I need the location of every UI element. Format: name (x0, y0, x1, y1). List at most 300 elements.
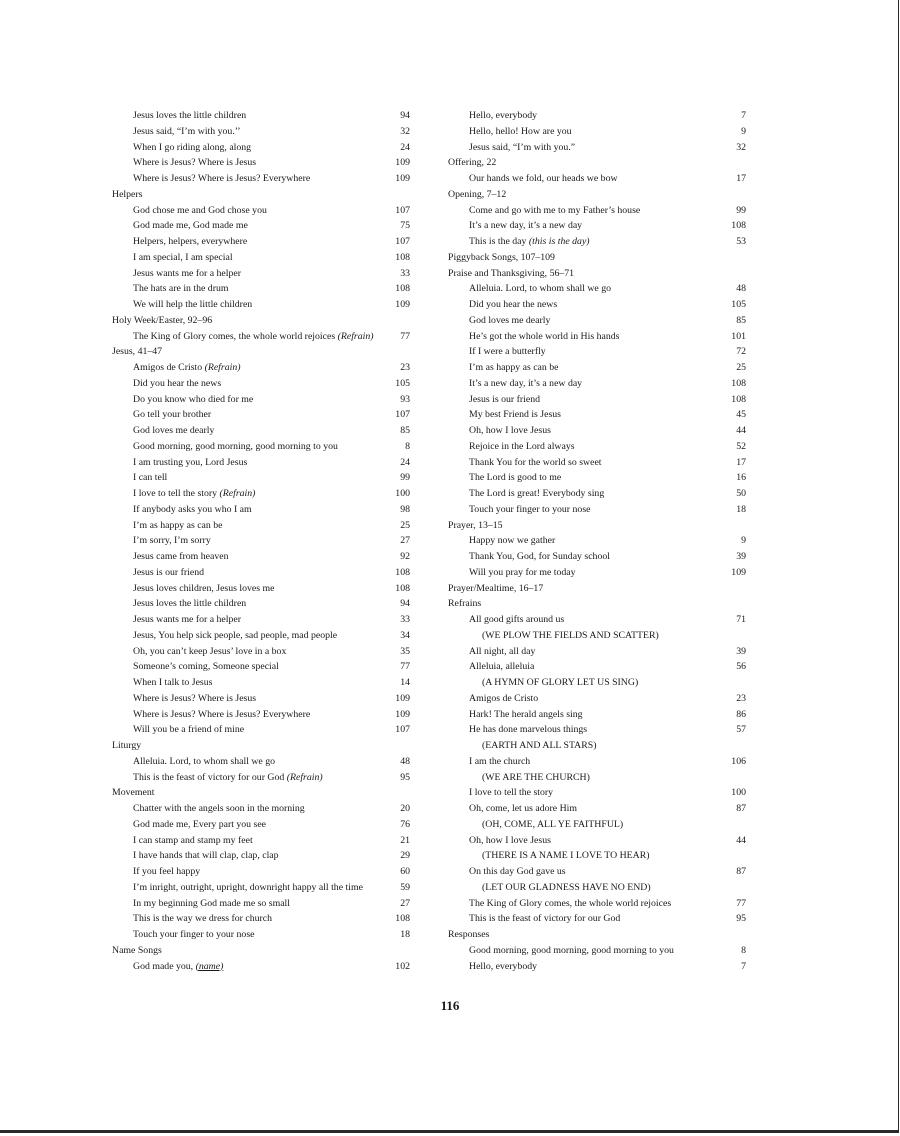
entry-title: Jesus loves children, Jesus loves me (133, 582, 275, 594)
entry-page-number: 7 (741, 960, 746, 972)
index-entry (448, 896, 746, 912)
index-entry (112, 691, 410, 707)
index-entry (448, 722, 746, 738)
entry-title: Our hands we fold, our heads we bow (469, 173, 618, 184)
index-tune-note (448, 675, 746, 691)
entry-title: I am trusting you, Lord Jesus (133, 456, 248, 468)
index-heading (112, 943, 410, 959)
entry-page-number: 18 (736, 503, 746, 515)
entry-title: Hello, everybody (469, 960, 538, 972)
entry-title: Praise and Thanksgiving, 56–71 (448, 267, 575, 279)
index-entry (448, 565, 746, 581)
index-entry (448, 360, 746, 376)
entry-title: I love to tell the story (133, 488, 218, 499)
entry-page-number: 39 (736, 645, 746, 657)
entry-page-number: 27 (400, 897, 410, 909)
index-entry (112, 896, 410, 912)
entry-page-number: 109 (395, 708, 410, 720)
index-entry (112, 329, 410, 345)
entry-title: Helpers (112, 188, 143, 200)
entry-title: My best Friend is Jesus (469, 409, 561, 421)
entry-page-number: 33 (400, 614, 410, 625)
entry-title: Jesus said, “I’m with you.” (469, 141, 576, 153)
index-entry (112, 911, 410, 927)
entry-title: Rejoice in the Lord always (469, 440, 575, 452)
entry-page-number: 108 (395, 251, 410, 263)
entry-title: Refrains (448, 598, 482, 610)
entry-title: Where is Jesus? Where is Jesus (133, 692, 257, 704)
entry-title: Go tell your brother (133, 409, 212, 421)
index-entry (448, 707, 746, 723)
entry-page-number: 35 (400, 645, 410, 657)
entry-page-number: 109 (395, 173, 410, 184)
index-heading (448, 250, 746, 266)
index-heading (448, 581, 746, 597)
index-entry (448, 943, 746, 959)
index-tune-note (448, 880, 746, 896)
entry-title: (THERE IS A NAME I LOVE TO HEAR) (482, 850, 650, 862)
entry-title: I love to tell the story (469, 787, 554, 799)
entry-page-number: 17 (736, 173, 746, 184)
index-entry (448, 203, 746, 219)
entry-title: Alleluia. Lord, to whom shall we go (133, 755, 276, 767)
entry-page-number: 45 (736, 409, 746, 421)
index-entry (112, 360, 410, 376)
index-entry (112, 234, 410, 250)
index-entry (112, 707, 410, 723)
entry-page-number: 92 (400, 551, 410, 562)
index-entry (112, 470, 410, 486)
index-entry (112, 439, 410, 455)
index-entry (448, 659, 746, 675)
index-entry (448, 644, 746, 660)
entry-italic-note: (Refrain) (337, 330, 374, 342)
entry-title: God made you, (133, 960, 194, 972)
index-entry (112, 833, 410, 849)
entry-title: On this day God gave us (469, 866, 566, 877)
index-entry (112, 770, 410, 786)
entry-title: We will help the little children (133, 299, 253, 310)
entry-title: Jesus is our friend (469, 393, 541, 405)
index-entry (448, 124, 746, 140)
index-tune-note (448, 770, 746, 786)
entry-page-number: 59 (400, 881, 410, 893)
entry-page-number: 71 (736, 614, 746, 625)
entry-title: If you feel happy (133, 866, 201, 877)
index-heading (112, 785, 410, 801)
entry-page-number: 108 (395, 283, 410, 295)
entry-page-number: 24 (400, 456, 410, 468)
index-entry (112, 581, 410, 597)
entry-title: (WE PLOW THE FIELDS AND SCATTER) (482, 629, 659, 641)
entry-page-number: 50 (736, 488, 746, 499)
entry-title: The King of Glory comes, the whole world rejoices (133, 330, 336, 342)
entry-title: Come and go with me to my Father’s house (469, 204, 641, 216)
index-entry (448, 612, 746, 628)
index-heading (112, 344, 410, 360)
entry-title: God loves me dearly (469, 314, 551, 326)
entry-title: Hello, hello! How are you (469, 125, 572, 137)
entry-title: Amigos de Cristo (469, 692, 539, 704)
index-tune-note (448, 628, 746, 644)
index-heading (448, 187, 746, 203)
entry-page-number: 9 (741, 535, 746, 547)
index-entry (448, 959, 746, 975)
entry-page-number: 100 (395, 488, 410, 499)
entry-page-number: 57 (736, 724, 746, 736)
index-entry (112, 817, 410, 833)
entry-title: Good morning, good morning, good morning to you (133, 440, 338, 452)
entry-title: Thank You, God, for Sunday school (469, 551, 610, 562)
entry-page-number: 21 (400, 834, 410, 846)
entry-title: I’m as happy as can be (133, 519, 223, 531)
index-entry (448, 344, 746, 360)
entry-title: Helpers, helpers, everywhere (133, 236, 248, 247)
index-entry (112, 281, 410, 297)
entry-page-number: 32 (400, 125, 410, 137)
entry-page-number: 77 (736, 897, 746, 909)
entry-title: Piggyback Songs, 107–109 (448, 251, 555, 263)
index-tune-note (448, 817, 746, 833)
entry-title: The hats are in the drum (133, 283, 229, 295)
index-entry (448, 297, 746, 313)
index-entry (112, 218, 410, 234)
entry-title: (WE ARE THE CHURCH) (482, 771, 590, 783)
entry-page-number: 108 (731, 220, 746, 232)
entry-title: God made me, God made me (133, 220, 248, 232)
entry-title: Chatter with the angels soon in the morning (133, 803, 305, 814)
index-entry (112, 124, 410, 140)
entry-title: I’m inright, outright, upright, downright happy all the time (133, 881, 363, 893)
index-heading (448, 266, 746, 282)
index-column-left (112, 108, 410, 974)
entry-title: Do you know who died for me (133, 393, 254, 405)
index-entry (448, 423, 746, 439)
entry-title: (LET OUR GLADNESS HAVE NO END) (482, 881, 651, 893)
entry-title: Movement (112, 787, 155, 799)
entry-title: When I talk to Jesus (133, 677, 213, 688)
entry-title: It’s a new day, it’s a new day (469, 220, 583, 232)
entry-title: This is the feast of victory for our God (469, 913, 621, 925)
entry-title: God chose me and God chose you (133, 204, 267, 216)
entry-page-number: 94 (400, 598, 410, 610)
entry-title: Oh, you can’t keep Jesus’ love in a box (133, 645, 287, 657)
index-entry (112, 565, 410, 581)
entry-title: God loves me dearly (133, 425, 215, 436)
entry-page-number: 24 (400, 141, 410, 153)
entry-title: Name Songs (112, 944, 162, 956)
entry-title: Hello, everybody (469, 110, 538, 121)
entry-page-number: 105 (731, 299, 746, 310)
index-entry (112, 140, 410, 156)
index-heading (448, 927, 746, 943)
index-entry (112, 675, 410, 691)
entry-page-number: 27 (400, 535, 410, 547)
entry-page-number: 29 (400, 850, 410, 862)
index-entry (448, 549, 746, 565)
entry-title: Jesus wants me for a helper (133, 267, 242, 279)
entry-page-number: 9 (741, 125, 746, 137)
entry-page-number: 109 (731, 566, 746, 578)
entry-title: The Lord is good to me (469, 472, 562, 484)
entry-title: I’m sorry, I’m sorry (133, 535, 211, 547)
index-entry (112, 628, 410, 644)
entry-title: Holy Week/Easter, 92–96 (112, 314, 213, 326)
entry-italic-note: (this is the day) (528, 236, 590, 247)
index-entry (448, 218, 746, 234)
entry-page-number: 39 (736, 551, 746, 562)
index-heading (112, 738, 410, 754)
entry-title: Will you pray for me today (469, 566, 576, 578)
index-entry (112, 533, 410, 549)
entry-title: The King of Glory comes, the whole world rejoices (469, 897, 672, 909)
entry-title: Oh, how I love Jesus (469, 425, 551, 436)
index-entry (112, 203, 410, 219)
entry-title: When I go riding along, along (133, 141, 252, 153)
entry-title: Thank You for the world so sweet (469, 456, 602, 468)
entry-page-number: 44 (736, 425, 746, 436)
entry-title: He’s got the whole world in His hands (469, 330, 620, 342)
entry-page-number: 99 (400, 472, 410, 484)
entry-title: Where is Jesus? Where is Jesus (133, 157, 257, 169)
entry-page-number: 52 (736, 440, 746, 452)
entry-title: Where is Jesus? Where is Jesus? Everywhere (133, 708, 311, 720)
index-entry (448, 502, 746, 518)
entry-page-number: 48 (736, 283, 746, 295)
entry-title: I can tell (133, 472, 168, 484)
entry-title: If anybody asks you who I am (133, 503, 252, 515)
index-heading (448, 596, 746, 612)
entry-title: Jesus, You help sick people, sad people, mad people (133, 629, 338, 641)
entry-page-number: 72 (736, 346, 746, 358)
index-entry (112, 155, 410, 171)
index-entry (448, 533, 746, 549)
entry-page-number: 93 (400, 393, 410, 405)
entry-title: The Lord is great! Everybody sing (469, 488, 605, 499)
index-entry (448, 833, 746, 849)
entry-title: This is the day (469, 236, 527, 247)
entry-page-number: 20 (400, 803, 410, 814)
entry-title: Good morning, good morning, good morning to you (469, 944, 674, 956)
entry-page-number: 48 (400, 755, 410, 767)
entry-page-number: 53 (736, 236, 746, 247)
index-entry (112, 486, 410, 502)
index-heading (112, 313, 410, 329)
entry-page-number: 16 (736, 472, 746, 484)
entry-page-number: 75 (400, 220, 410, 232)
entry-title: All night, all day (469, 645, 536, 657)
index-heading (448, 518, 746, 534)
index-entry (448, 801, 746, 817)
entry-title: Someone’s coming, Someone special (133, 661, 279, 673)
index-entry (112, 423, 410, 439)
entry-page-number: 108 (731, 393, 746, 405)
entry-page-number: 25 (736, 362, 746, 373)
entry-title: Where is Jesus? Where is Jesus? Everywhere (133, 173, 311, 184)
entry-title: I have hands that will clap, clap, clap (133, 850, 279, 862)
entry-page-number: 25 (400, 519, 410, 531)
entry-title: Did you hear the news (469, 299, 558, 310)
entry-title: I can stamp and stamp my feet (133, 834, 253, 846)
index-column-right (448, 108, 746, 974)
entry-page-number: 8 (405, 440, 410, 452)
entry-page-number: 102 (395, 960, 410, 972)
entry-title: Did you hear the news (133, 377, 222, 389)
entry-title: In my beginning God made me so small (133, 897, 290, 909)
index-entry (448, 108, 746, 124)
index-entry (448, 785, 746, 801)
index-entry (448, 486, 746, 502)
index-entry (112, 722, 410, 738)
entry-title: Touch your finger to your nose (469, 503, 591, 515)
entry-title: Responses (448, 929, 490, 940)
entry-page-number: 85 (400, 425, 410, 436)
entry-page-number: 95 (400, 771, 410, 783)
entry-title: Opening, 7–12 (448, 188, 507, 200)
entry-title: I am special, I am special (133, 251, 233, 263)
index-entry (112, 927, 410, 943)
index-entry (448, 864, 746, 880)
entry-page-number: 32 (736, 141, 746, 153)
entry-page-number: 14 (400, 677, 410, 688)
entry-title: Hark! The herald angels sing (469, 708, 583, 720)
entry-page-number: 95 (736, 913, 746, 925)
entry-title: Liturgy (112, 740, 142, 751)
entry-page-number: 44 (736, 834, 746, 846)
entry-page-number: 107 (395, 236, 410, 247)
entry-title: This is the way we dress for church (133, 913, 273, 925)
entry-page-number: 99 (736, 204, 746, 216)
entry-title: Jesus, 41–47 (112, 346, 163, 358)
entry-page-number: 7 (741, 110, 746, 121)
index-tune-note (448, 848, 746, 864)
index-entry (112, 754, 410, 770)
index-entry (112, 848, 410, 864)
index-entry (112, 266, 410, 282)
entry-page-number: 109 (395, 692, 410, 704)
entry-page-number: 101 (731, 330, 746, 342)
entry-page-number: 109 (395, 299, 410, 310)
entry-page-number: 60 (400, 866, 410, 877)
entry-title: Amigos de Cristo (133, 362, 203, 373)
entry-title: I’m as happy as can be (469, 362, 559, 373)
entry-page-number: 108 (395, 566, 410, 578)
index-entry (112, 250, 410, 266)
index-entry (448, 392, 746, 408)
index-entry (448, 171, 746, 187)
entry-title: Oh, how I love Jesus (469, 834, 551, 846)
index-entry (112, 108, 410, 124)
index-tune-note (448, 738, 746, 754)
index-entry (112, 297, 410, 313)
index-entry (112, 455, 410, 471)
entry-title: Alleluia. Lord, to whom shall we go (469, 283, 612, 295)
entry-page-number: 105 (395, 377, 410, 389)
entry-page-number: 33 (400, 267, 410, 279)
entry-title: Jesus loves the little children (133, 110, 247, 121)
entry-title: It’s a new day, it’s a new day (469, 377, 583, 389)
entry-page-number: 77 (400, 330, 410, 342)
index-entry (112, 959, 410, 975)
entry-page-number: 8 (741, 944, 746, 956)
entry-title: This is the feast of victory for our God (133, 771, 285, 783)
index-entry (112, 549, 410, 565)
entry-page-number: 34 (400, 629, 410, 641)
entry-page-number: 17 (736, 456, 746, 468)
entry-title: Jesus wants me for a helper (133, 614, 242, 625)
index-entry (112, 801, 410, 817)
entry-title: Alleluia, alleluia (469, 661, 535, 673)
entry-title: Will you be a friend of mine (133, 724, 245, 736)
entry-title: Jesus said, “I’m with you.’’ (133, 125, 241, 137)
index-entry (112, 596, 410, 612)
entry-page-number: 108 (731, 377, 746, 389)
entry-title: All good gifts around us (469, 614, 565, 625)
index-entry (112, 864, 410, 880)
entry-name-blank: (name) (195, 960, 224, 972)
index-entry (112, 880, 410, 896)
entry-title: God made me, Every part you see (133, 818, 267, 830)
entry-page-number: 107 (395, 204, 410, 216)
entry-title: If I were a butterfly (469, 346, 546, 358)
index-entry (448, 439, 746, 455)
entry-page-number: 86 (736, 708, 746, 720)
entry-title: Happy now we gather (469, 535, 556, 547)
entry-title: He has done marvelous things (469, 724, 588, 736)
index-entry (112, 392, 410, 408)
entry-page-number: 56 (736, 661, 746, 673)
entry-page-number: 107 (395, 724, 410, 736)
index-entry (448, 754, 746, 770)
index-entry (448, 329, 746, 345)
entry-page-number: 23 (736, 692, 746, 704)
index-heading (448, 155, 746, 171)
entry-title: Prayer/Mealtime, 16–17 (448, 582, 544, 594)
entry-page-number: 100 (731, 787, 746, 799)
entry-page-number: 85 (736, 314, 746, 326)
entry-title: Prayer, 13–15 (448, 519, 503, 531)
page-number: 116 (440, 998, 460, 1013)
entry-page-number: 77 (400, 661, 410, 673)
index-entry (448, 407, 746, 423)
index-entry (448, 470, 746, 486)
entry-title: Jesus is our friend (133, 566, 205, 578)
index-entry (112, 171, 410, 187)
entry-italic-note: (Refrain) (204, 362, 241, 373)
entry-italic-note: (Refrain) (286, 771, 323, 783)
index-entry (448, 234, 746, 250)
index-entry (448, 281, 746, 297)
index-entry (112, 659, 410, 675)
entry-page-number: 23 (400, 362, 410, 373)
index-entry (448, 140, 746, 156)
index-entry (112, 612, 410, 628)
entry-title: Offering, 22 (448, 157, 497, 169)
index-entry (448, 376, 746, 392)
index-entry (448, 911, 746, 927)
entry-page-number: 107 (395, 409, 410, 421)
index-heading (112, 187, 410, 203)
entry-title: Oh, come, let us adore Him (469, 803, 578, 814)
entry-page-number: 108 (395, 582, 410, 594)
index-entry (448, 691, 746, 707)
entry-page-number: 108 (395, 913, 410, 925)
index-entry (112, 644, 410, 660)
entry-title: I am the church (469, 755, 531, 767)
entry-title: Jesus loves the little children (133, 598, 247, 610)
entry-title: Touch your finger to your nose (133, 929, 255, 940)
entry-title: Jesus came from heaven (133, 551, 229, 562)
